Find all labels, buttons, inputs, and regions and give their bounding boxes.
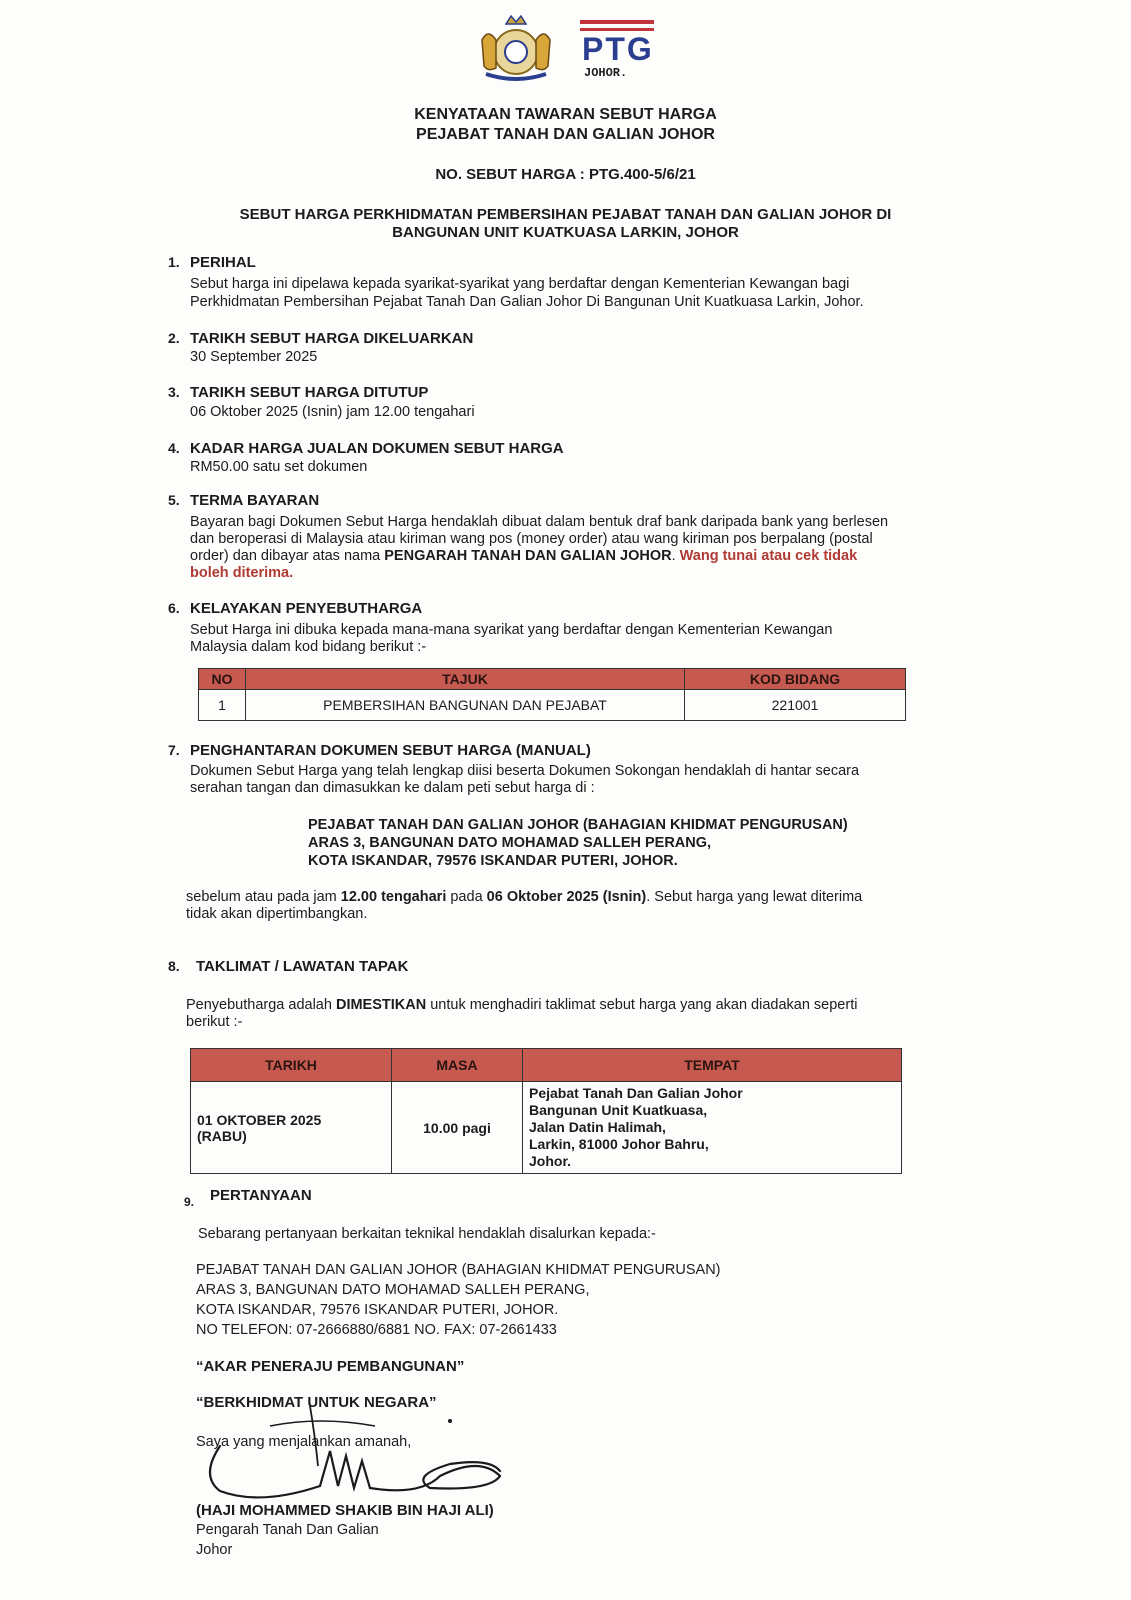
delivery-address-line: KOTA ISKANDAR, 79576 ISKANDAR PUTERI, JOHOR.	[308, 853, 678, 869]
briefing-text: Penyebutharga adalah	[186, 997, 336, 1013]
table-header-cell: TARIKH	[191, 1049, 392, 1082]
section-number: 5.	[168, 492, 180, 508]
payment-text: .	[671, 548, 680, 564]
section-text	[190, 548, 857, 565]
signatory-position: Johor	[196, 1542, 233, 1558]
section-text: Sebut harga ini dipelawa kepada syarikat-syarikat yang berdaftar dengan Kementerian Kewangan bagi	[190, 276, 850, 292]
table-row	[199, 690, 906, 721]
section-text: Sebut Harga ini dibuka kepada mana-mana syarikat yang berdaftar dengan Kementerian Kewangan	[190, 622, 833, 638]
section-text: Malaysia dalam kod bidang berikut :-	[190, 639, 427, 655]
briefing-day: (RABU)	[197, 1127, 247, 1144]
briefing-text: untuk menghadiri taklimat sebut harga yang akan diadakan seperti	[426, 997, 858, 1013]
section-text	[186, 889, 862, 906]
venue-line: Pejabat Tanah Dan Galian Johor	[529, 1085, 743, 1101]
table-cell	[191, 1082, 392, 1174]
table-header-cell: TAJUK	[246, 669, 685, 690]
table-header-cell: KOD BIDANG	[685, 669, 906, 690]
payee-name: PENGARAH TANAH DAN GALIAN JOHOR	[384, 548, 672, 564]
reference-number: NO. SEBUT HARGA : PTG.400-5/6/21	[435, 166, 696, 183]
section-text: berikut :-	[186, 1014, 243, 1030]
section-text: 06 Oktober 2025 (Isnin) jam 12.00 tengahari	[190, 404, 475, 420]
deadline-text: sebelum atau pada jam	[186, 889, 341, 905]
table-header-row	[191, 1049, 902, 1082]
table-header-cell: MASA	[392, 1049, 523, 1082]
subject-line1: SEBUT HARGA PERKHIDMATAN PEMBERSIHAN PEJABAT TANAH DAN GALIAN JOHOR DI	[239, 206, 892, 223]
subject-line2: BANGUNAN UNIT KUATKUASA LARKIN, JOHOR	[392, 224, 739, 241]
section-text: Sebarang pertanyaan berkaitan teknikal hendaklah disalurkan kepada:-	[198, 1226, 656, 1242]
section-number: 7.	[168, 742, 180, 758]
section-number: 8.	[168, 958, 180, 974]
venue-line: Jalan Datin Halimah,	[529, 1119, 666, 1135]
section-number: 6.	[168, 600, 180, 616]
signatory-name: (HAJI MOHAMMED SHAKIB BIN HAJI ALI)	[196, 1502, 494, 1519]
section-text: dan beroperasi di Malaysia atau kiriman wang pos (money order) atau wang kiriman pos berpalang (postal	[190, 531, 873, 547]
contact-address-line: ARAS 3, BANGUNAN DATO MOHAMAD SALLEH PERANG,	[196, 1282, 590, 1298]
svg-text:PTG: PTG	[582, 31, 654, 67]
briefing-time: 10.00 pagi	[392, 1082, 523, 1174]
section-number: 2.	[168, 330, 180, 346]
signature-icon	[200, 1396, 520, 1506]
table-row	[191, 1082, 902, 1174]
deadline-text: . Sebut harga yang lewat diterima	[646, 889, 863, 905]
table-cell: PEMBERSIHAN BANGUNAN DAN PEJABAT	[246, 690, 685, 721]
section-number: 3.	[168, 384, 180, 400]
cash-warning: Wang tunai atau cek tidak	[679, 548, 858, 564]
johor-crest-icon	[482, 16, 550, 79]
svg-text:JOHOR.: JOHOR.	[584, 66, 628, 80]
section-text: Bayaran bagi Dokumen Sebut Harga hendaklah dibuat dalam bentuk draf bank daripada bank yang berlesen	[190, 514, 889, 530]
section-text	[186, 997, 857, 1014]
table-header-row	[199, 669, 906, 690]
section-title: TERMA BAYARAN	[190, 492, 320, 509]
contact-phone-fax: NO TELEFON: 07-2666880/6881 NO. FAX: 07-2661433	[196, 1322, 557, 1338]
section-text: Perkhidmatan Pembersihan Pejabat Tanah Dan Galian Johor Di Bangunan Unit Kuatkuasa Larkin, Johor.	[190, 294, 864, 310]
contact-address-line: KOTA ISKANDAR, 79576 ISKANDAR PUTERI, JOHOR.	[196, 1302, 559, 1318]
doc-title-line1: KENYATAAN TAWARAN SEBUT HARGA	[414, 106, 717, 123]
deadline-date: 06 Oktober 2025 (Isnin)	[486, 889, 647, 905]
section-number: 9.	[184, 1195, 195, 1209]
venue-line: Johor.	[529, 1153, 572, 1169]
section-title: KADAR HARGA JUALAN DOKUMEN SEBUT HARGA	[190, 440, 564, 457]
section-title: PENGHANTARAN DOKUMEN SEBUT HARGA (MANUAL)	[190, 742, 591, 759]
section-title: TARIKH SEBUT HARGA DITUTUP	[190, 384, 429, 401]
section-title: TAKLIMAT / LAWATAN TAPAK	[196, 958, 409, 975]
section-number: 4.	[168, 440, 180, 456]
slogan: “BERKHIDMAT UNTUK NEGARA”	[196, 1394, 437, 1411]
delivery-address-line: PEJABAT TANAH DAN GALIAN JOHOR (BAHAGIAN KHIDMAT PENGURUSAN)	[308, 817, 848, 833]
section-title: TARIKH SEBUT HARGA DIKELUARKAN	[190, 330, 474, 347]
venue-line: Larkin, 81000 Johor Bahru,	[529, 1136, 709, 1152]
briefing-date: 01 OKTOBER 2025	[197, 1111, 322, 1128]
section-text: tidak akan dipertimbangkan.	[186, 906, 368, 922]
section-text: 30 September 2025	[190, 349, 318, 365]
section-text: Dokumen Sebut Harga yang telah lengkap diisi beserta Dokumen Sokongan hendaklah di hantar secara	[190, 763, 860, 779]
kod-bidang-table	[198, 668, 906, 721]
ptg-logo-icon	[580, 20, 654, 80]
table-cell: 221001	[685, 690, 906, 721]
section-number: 1.	[168, 254, 180, 270]
signatory-position: Pengarah Tanah Dan Galian	[196, 1522, 379, 1538]
section-text: serahan tangan dan dimasukkan ke dalam peti sebut harga di :	[190, 780, 595, 796]
venue-line: Bangunan Unit Kuatkuasa,	[529, 1102, 708, 1118]
header-logos	[0, 10, 1131, 85]
table-cell: 1	[199, 690, 246, 721]
payment-text: order) dan dibayar atas nama	[190, 548, 385, 564]
deadline-text: pada	[446, 889, 487, 905]
doc-title-line2: PEJABAT TANAH DAN GALIAN JOHOR	[416, 126, 715, 143]
deadline-time: 12.00 tengahari	[340, 889, 447, 905]
closing-text: Saya yang menjalankan amanah,	[196, 1434, 412, 1450]
section-title: KELAYAKAN PENYEBUTHARGA	[190, 600, 423, 617]
section-title: PERIHAL	[190, 254, 256, 271]
table-cell	[523, 1082, 902, 1174]
slogan: “AKAR PENERAJU PEMBANGUNAN”	[196, 1358, 465, 1375]
contact-address-line: PEJABAT TANAH DAN GALIAN JOHOR (BAHAGIAN KHIDMAT PENGURUSAN)	[196, 1262, 721, 1278]
table-header-cell: NO	[199, 669, 246, 690]
delivery-address-line: ARAS 3, BANGUNAN DATO MOHAMAD SALLEH PERANG,	[308, 835, 712, 851]
table-header-cell: TEMPAT	[523, 1049, 902, 1082]
section-text: RM50.00 satu set dokumen	[190, 459, 368, 475]
cash-warning: boleh diterima.	[190, 565, 294, 581]
section-title: PERTANYAAN	[210, 1187, 312, 1204]
logo-bar	[0, 10, 1131, 85]
briefing-table	[190, 1048, 902, 1174]
mandatory-word: DIMESTIKAN	[335, 997, 427, 1013]
